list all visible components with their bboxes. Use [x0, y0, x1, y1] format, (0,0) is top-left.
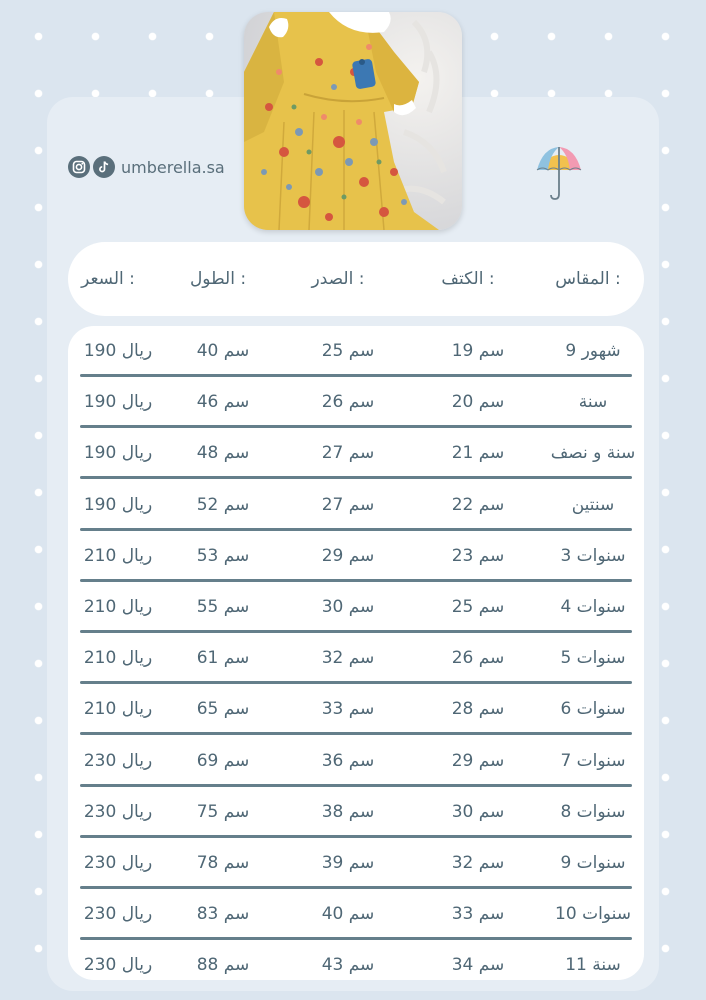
cell-price: 190 ريال	[83, 494, 153, 515]
cell-shoulder: 30 سم	[451, 801, 505, 822]
table-row	[68, 838, 644, 888]
cell-price: 210 ريال	[83, 699, 153, 720]
instagram-icon[interactable]	[68, 156, 90, 178]
header-size: المقاس :	[555, 269, 621, 289]
dress-image	[244, 12, 462, 230]
cell-chest: 32 سم	[321, 648, 375, 669]
table-row	[68, 480, 644, 530]
cell-shoulder: 26 سم	[451, 648, 505, 669]
cell-shoulder: 32 سم	[451, 853, 505, 873]
cell-length: 40 سم	[196, 341, 250, 361]
cell-length: 75 سم	[196, 801, 250, 822]
cell-size: 10 سنوات	[555, 904, 631, 925]
cell-length: 88 سم	[196, 955, 250, 976]
cell-length: 61 سم	[196, 648, 250, 669]
cell-price: 190 ريال	[83, 392, 153, 413]
header-chest: الصدر :	[311, 269, 365, 289]
table-header	[68, 242, 644, 316]
table-row	[68, 684, 644, 734]
cell-chest: 43 سم	[321, 955, 375, 976]
product-photo	[244, 12, 462, 230]
cell-chest: 38 سم	[321, 801, 375, 822]
table-row	[68, 326, 644, 376]
cell-price: 230 ريال	[83, 853, 153, 873]
table-row	[68, 736, 644, 786]
cell-size: سنة	[578, 392, 608, 413]
cell-size: 9 سنوات	[560, 853, 626, 873]
table-row	[68, 531, 644, 581]
cell-shoulder: 19 سم	[451, 341, 505, 361]
cell-shoulder: 22 سم	[451, 494, 505, 515]
cell-shoulder: 21 سم	[451, 443, 505, 464]
table-row	[68, 889, 644, 939]
tiktok-icon[interactable]	[93, 156, 115, 178]
cell-shoulder: 20 سم	[451, 392, 505, 413]
cell-price: 190 ريال	[83, 443, 153, 464]
cell-shoulder: 29 سم	[451, 750, 505, 771]
cell-size: سنتين	[571, 494, 615, 515]
table-row	[68, 940, 644, 990]
cell-chest: 33 سم	[321, 699, 375, 720]
umbrella-icon	[534, 146, 584, 202]
header-price: السعر :	[81, 269, 135, 289]
cell-length: 48 سم	[196, 443, 250, 464]
cell-price: 190 ريال	[83, 341, 153, 361]
cell-size: 5 سنوات	[560, 648, 626, 669]
cell-price: 210 ريال	[83, 648, 153, 669]
cell-chest: 26 سم	[321, 392, 375, 413]
cell-size: 9 شهور	[565, 341, 621, 361]
cell-chest: 29 سم	[321, 545, 375, 566]
cell-shoulder: 23 سم	[451, 545, 505, 566]
cell-shoulder: 28 سم	[451, 699, 505, 720]
brand-handle: umberella.sa	[121, 157, 225, 177]
cell-size: 11 سنة	[565, 955, 621, 976]
size-table	[68, 326, 644, 980]
cell-price: 230 ريال	[83, 750, 153, 771]
cell-length: 46 سم	[196, 392, 250, 413]
cell-length: 78 سم	[196, 853, 250, 873]
cell-chest: 27 سم	[321, 494, 375, 515]
header-shoulder: الكتف :	[441, 269, 495, 289]
cell-size: 6 سنوات	[560, 699, 626, 720]
cell-shoulder: 25 سم	[451, 597, 505, 617]
cell-chest: 36 سم	[321, 750, 375, 771]
table-row	[68, 428, 644, 478]
cell-size: 4 سنوات	[560, 597, 626, 617]
cell-price: 230 ريال	[83, 801, 153, 822]
social-links	[68, 155, 225, 179]
cell-chest: 25 سم	[321, 341, 375, 361]
table-row	[68, 787, 644, 837]
cell-length: 53 سم	[196, 545, 250, 566]
cell-chest: 39 سم	[321, 853, 375, 873]
cell-size: 8 سنوات	[560, 801, 626, 822]
cell-length: 52 سم	[196, 494, 250, 515]
cell-length: 55 سم	[196, 597, 250, 617]
cell-price: 210 ريال	[83, 597, 153, 617]
header-length: الطول :	[189, 269, 247, 289]
cell-price: 210 ريال	[83, 545, 153, 566]
table-row	[68, 582, 644, 632]
cell-size: 3 سنوات	[560, 545, 626, 566]
table-row	[68, 633, 644, 683]
table-row	[68, 377, 644, 427]
cell-length: 65 سم	[196, 699, 250, 720]
cell-shoulder: 33 سم	[451, 904, 505, 925]
cell-chest: 30 سم	[321, 597, 375, 617]
cell-shoulder: 34 سم	[451, 955, 505, 976]
cell-length: 83 سم	[196, 904, 250, 925]
cell-size: سنة و نصف	[550, 443, 636, 464]
cell-chest: 40 سم	[321, 904, 375, 925]
cell-price: 230 ريال	[83, 904, 153, 925]
cell-size: 7 سنوات	[560, 750, 626, 771]
cell-chest: 27 سم	[321, 443, 375, 464]
cell-price: 230 ريال	[83, 955, 153, 976]
cell-length: 69 سم	[196, 750, 250, 771]
